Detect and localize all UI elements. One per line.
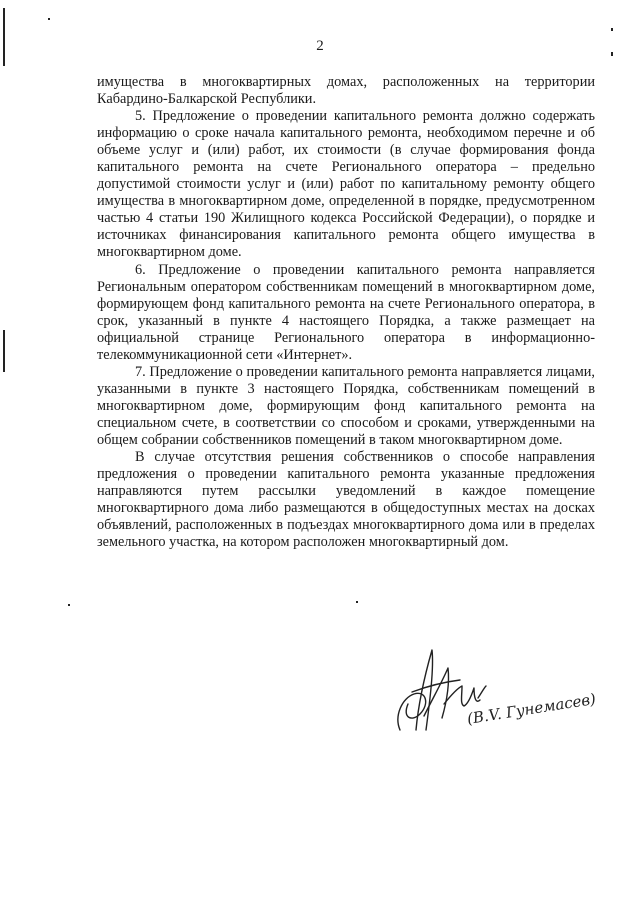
- page-number: 2: [316, 38, 324, 54]
- scan-dot: [48, 18, 50, 20]
- paragraph-no-decision: В случае отсутствия решения собственников о способе направления предложения о проведении капитального ремонта указанные предложения направляются путем рассылки уведомлений в каждое помещение многоквартирного дома либо размещаются в общедоступных местах на досках объявлений, расположенных в подъездах многоквартирного дома или в пределах земельного участка, на котором расположен многоквартирный дом.: [97, 449, 595, 551]
- paragraph-continuation: имущества в многоквартирных домах, расположенных на территории Кабардино-Балкарской Республики.: [97, 74, 595, 108]
- scan-dot: [611, 28, 613, 31]
- paragraph-7: 7. Предложение о проведении капитального ремонта направляется лицами, указанными в пункте 3 настоящего Порядка, собственникам помещений в многоквартирном доме, формирующим фонд капитального ремонта на специальном счете, в соответствии со способом и сроками, утвержденными на общем собрании собственников помещений в таком многоквартирном доме.: [97, 363, 595, 448]
- scan-dot: [68, 604, 70, 606]
- document-body: [97, 74, 595, 551]
- paragraph-5: 5. Предложение о проведении капитального ремонта должно содержать информацию о сроке начала капитального ремонта, необходимом перечне и об объеме услуг и (или) работ, их стоимости (в случае формирования фонда капитального ремонта на счете Регионального оператора – предельно допустимой стоимости услуг и (или) работ по капитальному ремонту общего имущества в многоквартирном доме, определенной в порядке, предусмотренном частью 4 статьи 190 Жилищного кодекса Российской Федерации), о порядке и источниках финансирования капитального ремонта общего имущества в многоквартирном доме.: [97, 108, 595, 261]
- scan-dot: [356, 601, 358, 603]
- scan-edge-mark: [3, 8, 5, 66]
- handwritten-signature: [372, 638, 612, 738]
- paragraph-6: 6. Предложение о проведении капитального ремонта направляется Региональным оператором собственникам помещений в многоквартирном доме, формирующем фонд капитального ремонта на счете Регионального оператора, в срок, указанный в пункте 4 настоящего Порядка, а также размещает на официальной странице Регионального оператора в информационно-телекоммуникационной сети «Интернет».: [97, 261, 595, 363]
- scan-edge-mark: [3, 330, 5, 372]
- signature-caption: (В.V. Гунемасев): [465, 689, 598, 728]
